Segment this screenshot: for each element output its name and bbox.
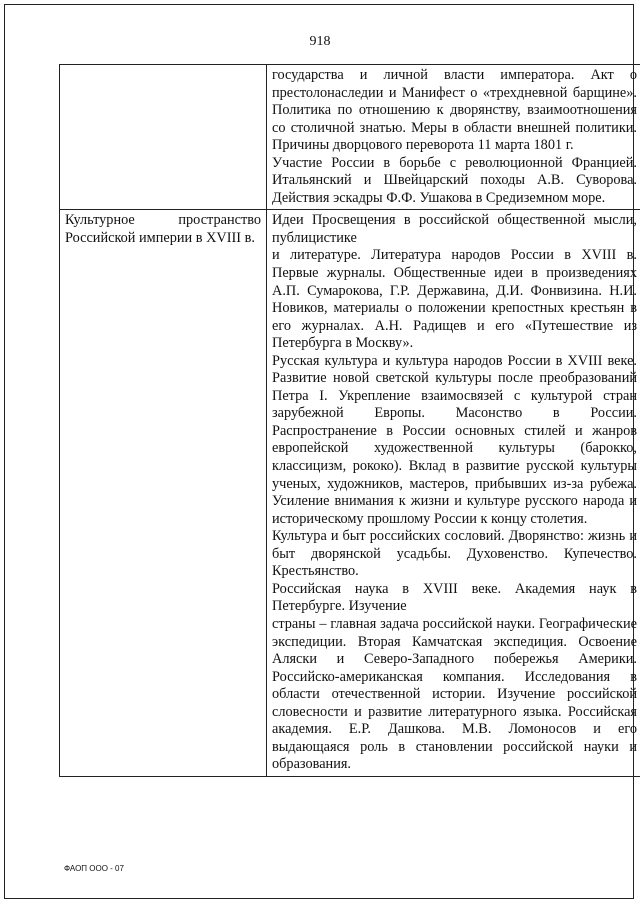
content-paragraph: Участие России в борьбе с революционной Францией. Итальянский и Швейцарский походы А.В. Суворова. Действия эскадры Ф.Ф. Ушакова в Средиземном море. xyxy=(272,154,637,206)
table-row xyxy=(60,65,640,210)
content-paragraph: государства и личной власти императора. Акт о престолонаследии и Манифест о «трехдневной барщине». Политика по отношению к дворянству, взаимоотношения со столичной знатью. Меры в области внешней политики. Причины дворцового переворота 11 марта 1801 г. xyxy=(272,67,637,154)
topic-cell xyxy=(60,65,267,210)
topic-cell: Культурное пространство Российской империи в XVIII в. xyxy=(60,210,267,777)
content-paragraph: Культура и быт российских сословий. Дворянство: жизнь и быт дворянской усадьбы. Духовенство. Купечество. Крестьянство. xyxy=(272,528,637,580)
content-paragraph: Российская наука в XVIII веке. Академия наук в Петербурге. Изучение xyxy=(272,580,637,615)
content-paragraph: Русская культура и культура народов России в XVIII веке. Развитие новой светской культуры после преобразований Петра I. Укрепление взаимосвязей с культурой стран зарубежной Европы. Масонство в России. Распространение в России основных стилей и жанров европейской художественной культуры (барокко, классицизм, рококо). Вклад в развитие русской культуры ученых, художников, мастеров, прибывших из-за рубежа. Усиление внимания к жизни и культуре русского народа и историческому прошлому России к концу столетия. xyxy=(272,352,637,527)
content-paragraph: и литературе. Литература народов России в XVIII в. Первые журналы. Общественные идеи в произведениях А.П. Сумарокова, Г.Р. Державина, Д.И. Фонвизина. Н.И. Новиков, материалы о положении крепостных крестьян в его журналах. А.Н. Радищев и его «Путешествие из Петербурга в Москву». xyxy=(272,247,637,352)
content-cell xyxy=(267,210,640,777)
content-paragraph: страны – главная задача российской науки. Географические экспедиции. Вторая Камчатская экспедиция. Освоение Аляски и Северо-Западного побережья Америки. Российско-американская компания. Исследования в области отечественной истории. Изучение российской словесности и развитие литературного языка. Российская академия. Е.Р. Дашкова. М.В. Ломоносов и его выдающаяся роль в становлении российской науки и образования. xyxy=(272,615,637,773)
table-row xyxy=(60,210,640,777)
footer-code: ФАОП ООО - 07 xyxy=(64,864,124,873)
content-cell xyxy=(267,65,640,210)
page-number: 918 xyxy=(309,34,331,49)
curriculum-table xyxy=(59,64,640,777)
content-paragraph: Идеи Просвещения в российской общественной мысли, публицистике xyxy=(272,212,637,246)
